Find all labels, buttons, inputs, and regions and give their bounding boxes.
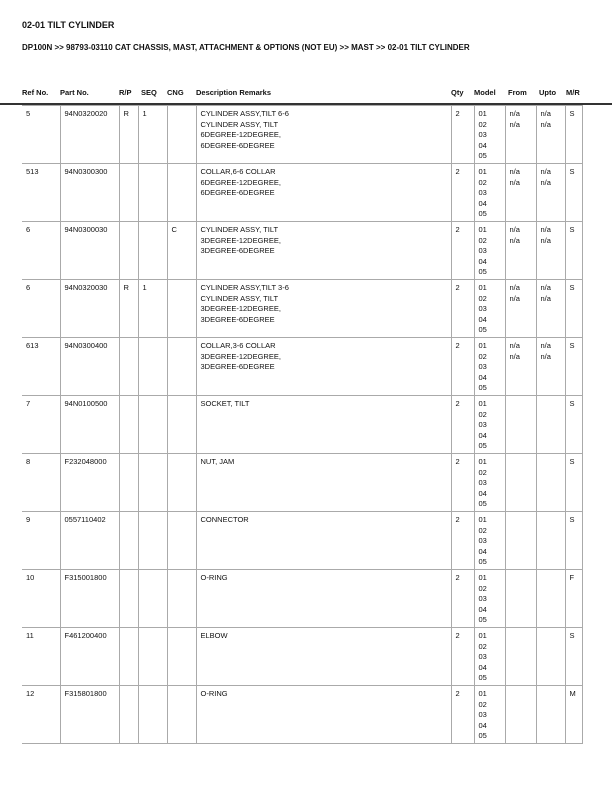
cell-cng	[167, 686, 196, 744]
cell-seq	[138, 396, 167, 454]
table-row	[22, 338, 582, 396]
cell-rp	[119, 164, 138, 222]
cell-desc: O-RING	[196, 570, 451, 628]
cell-ref: 6	[22, 280, 60, 338]
cell-upto	[536, 512, 565, 570]
cell-qty: 2	[451, 570, 474, 628]
cell-qty: 2	[451, 628, 474, 686]
cell-cng	[167, 106, 196, 164]
cell-cng	[167, 570, 196, 628]
breadcrumb: DP100N >> 98793-03110 CAT CHASSIS, MAST, ATTACHMENT & OPTIONS (NOT EU) >> MAST >> 02-01 TILT CYLINDER	[22, 43, 470, 52]
header-upto: Upto	[539, 88, 557, 97]
cell-cng	[167, 512, 196, 570]
cell-rp: R	[119, 106, 138, 164]
cell-ref: 7	[22, 396, 60, 454]
cell-upto	[536, 628, 565, 686]
header-seq: SEQ	[141, 88, 157, 97]
cell-rp	[119, 570, 138, 628]
cell-from: n/a n/a	[505, 280, 536, 338]
cell-rp	[119, 396, 138, 454]
cell-from: n/a n/a	[505, 106, 536, 164]
cell-part: 94N0320030	[60, 280, 119, 338]
header-model: Model	[474, 88, 496, 97]
cell-upto	[536, 454, 565, 512]
cell-mr: S	[565, 628, 582, 686]
cell-from	[505, 686, 536, 744]
cell-desc: O-RING	[196, 686, 451, 744]
table-row	[22, 512, 582, 570]
cell-model: 01 02 03 04 05	[474, 222, 505, 280]
cell-qty: 2	[451, 164, 474, 222]
cell-part: F232048000	[60, 454, 119, 512]
cell-seq	[138, 454, 167, 512]
cell-from: n/a n/a	[505, 338, 536, 396]
cell-desc: ELBOW	[196, 628, 451, 686]
cell-seq	[138, 338, 167, 396]
cell-upto: n/a n/a	[536, 222, 565, 280]
cell-seq	[138, 686, 167, 744]
header-ref: Ref No.	[22, 88, 49, 97]
cell-desc: CYLINDER ASSY,TILT 3-6 CYLINDER ASSY, TILT 3DEGREE-12DEGREE, 3DEGREE-6DEGREE	[196, 280, 451, 338]
cell-seq	[138, 512, 167, 570]
cell-from	[505, 396, 536, 454]
cell-part: F315001800	[60, 570, 119, 628]
cell-cng	[167, 628, 196, 686]
cell-cng	[167, 396, 196, 454]
cell-upto	[536, 686, 565, 744]
cell-desc: NUT, JAM	[196, 454, 451, 512]
cell-seq	[138, 570, 167, 628]
cell-ref: 8	[22, 454, 60, 512]
cell-mr: S	[565, 106, 582, 164]
cell-from	[505, 512, 536, 570]
cell-mr: S	[565, 338, 582, 396]
cell-rp: R	[119, 280, 138, 338]
cell-qty: 2	[451, 454, 474, 512]
cell-qty: 2	[451, 106, 474, 164]
table-row	[22, 222, 582, 280]
cell-desc: SOCKET, TILT	[196, 396, 451, 454]
table-row	[22, 570, 582, 628]
cell-part: F315801800	[60, 686, 119, 744]
cell-ref: 5	[22, 106, 60, 164]
cell-mr: S	[565, 396, 582, 454]
cell-model: 01 02 03 04 05	[474, 686, 505, 744]
header-part: Part No.	[60, 88, 89, 97]
cell-qty: 2	[451, 338, 474, 396]
table-row	[22, 106, 582, 164]
cell-desc: COLLAR,6-6 COLLAR 6DEGREE-12DEGREE, 6DEGREE-6DEGREE	[196, 164, 451, 222]
cell-cng	[167, 338, 196, 396]
cell-mr: M	[565, 686, 582, 744]
cell-model: 01 02 03 04 05	[474, 338, 505, 396]
cell-part: 94N0300400	[60, 338, 119, 396]
cell-mr: S	[565, 512, 582, 570]
cell-desc: CYLINDER ASSY, TILT 3DEGREE-12DEGREE, 3DEGREE-6DEGREE	[196, 222, 451, 280]
table-row	[22, 628, 582, 686]
cell-ref: 10	[22, 570, 60, 628]
cell-ref: 11	[22, 628, 60, 686]
cell-rp	[119, 512, 138, 570]
cell-seq: 1	[138, 106, 167, 164]
cell-rp	[119, 628, 138, 686]
cell-upto	[536, 570, 565, 628]
parts-table	[22, 105, 583, 744]
cell-rp	[119, 338, 138, 396]
cell-desc: CONNECTOR	[196, 512, 451, 570]
cell-from	[505, 628, 536, 686]
cell-part: F461200400	[60, 628, 119, 686]
cell-qty: 2	[451, 686, 474, 744]
cell-seq	[138, 628, 167, 686]
cell-cng	[167, 280, 196, 338]
header-desc: Description Remarks	[196, 88, 272, 97]
cell-qty: 2	[451, 280, 474, 338]
cell-seq	[138, 222, 167, 280]
cell-part: 94N0320020	[60, 106, 119, 164]
cell-seq: 1	[138, 280, 167, 338]
cell-qty: 2	[451, 396, 474, 454]
table-row	[22, 454, 582, 512]
cell-from: n/a n/a	[505, 222, 536, 280]
cell-mr: S	[565, 454, 582, 512]
cell-cng	[167, 454, 196, 512]
cell-mr: S	[565, 222, 582, 280]
cell-desc: COLLAR,3-6 COLLAR 3DEGREE-12DEGREE, 3DEGREE-6DEGREE	[196, 338, 451, 396]
cell-part: 94N0300030	[60, 222, 119, 280]
cell-qty: 2	[451, 222, 474, 280]
cell-ref: 513	[22, 164, 60, 222]
table-row	[22, 280, 582, 338]
cell-seq	[138, 164, 167, 222]
cell-model: 01 02 03 04 05	[474, 512, 505, 570]
table-row	[22, 164, 582, 222]
cell-model: 01 02 03 04 05	[474, 570, 505, 628]
cell-cng	[167, 164, 196, 222]
header-rp: R/P	[119, 88, 132, 97]
cell-model: 01 02 03 04 05	[474, 628, 505, 686]
cell-ref: 12	[22, 686, 60, 744]
page-title: 02-01 TILT CYLINDER	[22, 20, 115, 30]
cell-model: 01 02 03 04 05	[474, 396, 505, 454]
cell-part: 94N0100500	[60, 396, 119, 454]
cell-mr: F	[565, 570, 582, 628]
cell-rp	[119, 454, 138, 512]
header-qty: Qty	[451, 88, 464, 97]
cell-ref: 9	[22, 512, 60, 570]
header-from: From	[508, 88, 527, 97]
cell-model: 01 02 03 04 05	[474, 106, 505, 164]
cell-cng: C	[167, 222, 196, 280]
cell-model: 01 02 03 04 05	[474, 164, 505, 222]
table-row	[22, 396, 582, 454]
header-mr: M/R	[566, 88, 580, 97]
cell-desc: CYLINDER ASSY,TILT 6-6 CYLINDER ASSY, TILT 6DEGREE-12DEGREE, 6DEGREE-6DEGREE	[196, 106, 451, 164]
cell-rp	[119, 686, 138, 744]
cell-part: 94N0300300	[60, 164, 119, 222]
cell-mr: S	[565, 280, 582, 338]
cell-upto: n/a n/a	[536, 280, 565, 338]
cell-upto: n/a n/a	[536, 164, 565, 222]
cell-upto: n/a n/a	[536, 338, 565, 396]
cell-mr: S	[565, 164, 582, 222]
cell-model: 01 02 03 04 05	[474, 454, 505, 512]
cell-ref: 613	[22, 338, 60, 396]
cell-rp	[119, 222, 138, 280]
cell-from: n/a n/a	[505, 164, 536, 222]
cell-qty: 2	[451, 512, 474, 570]
header-cng: CNG	[167, 88, 184, 97]
cell-upto	[536, 396, 565, 454]
cell-from	[505, 454, 536, 512]
cell-ref: 6	[22, 222, 60, 280]
cell-model: 01 02 03 04 05	[474, 280, 505, 338]
cell-from	[505, 570, 536, 628]
table-row	[22, 686, 582, 744]
cell-upto: n/a n/a	[536, 106, 565, 164]
cell-part: 0557110402	[60, 512, 119, 570]
